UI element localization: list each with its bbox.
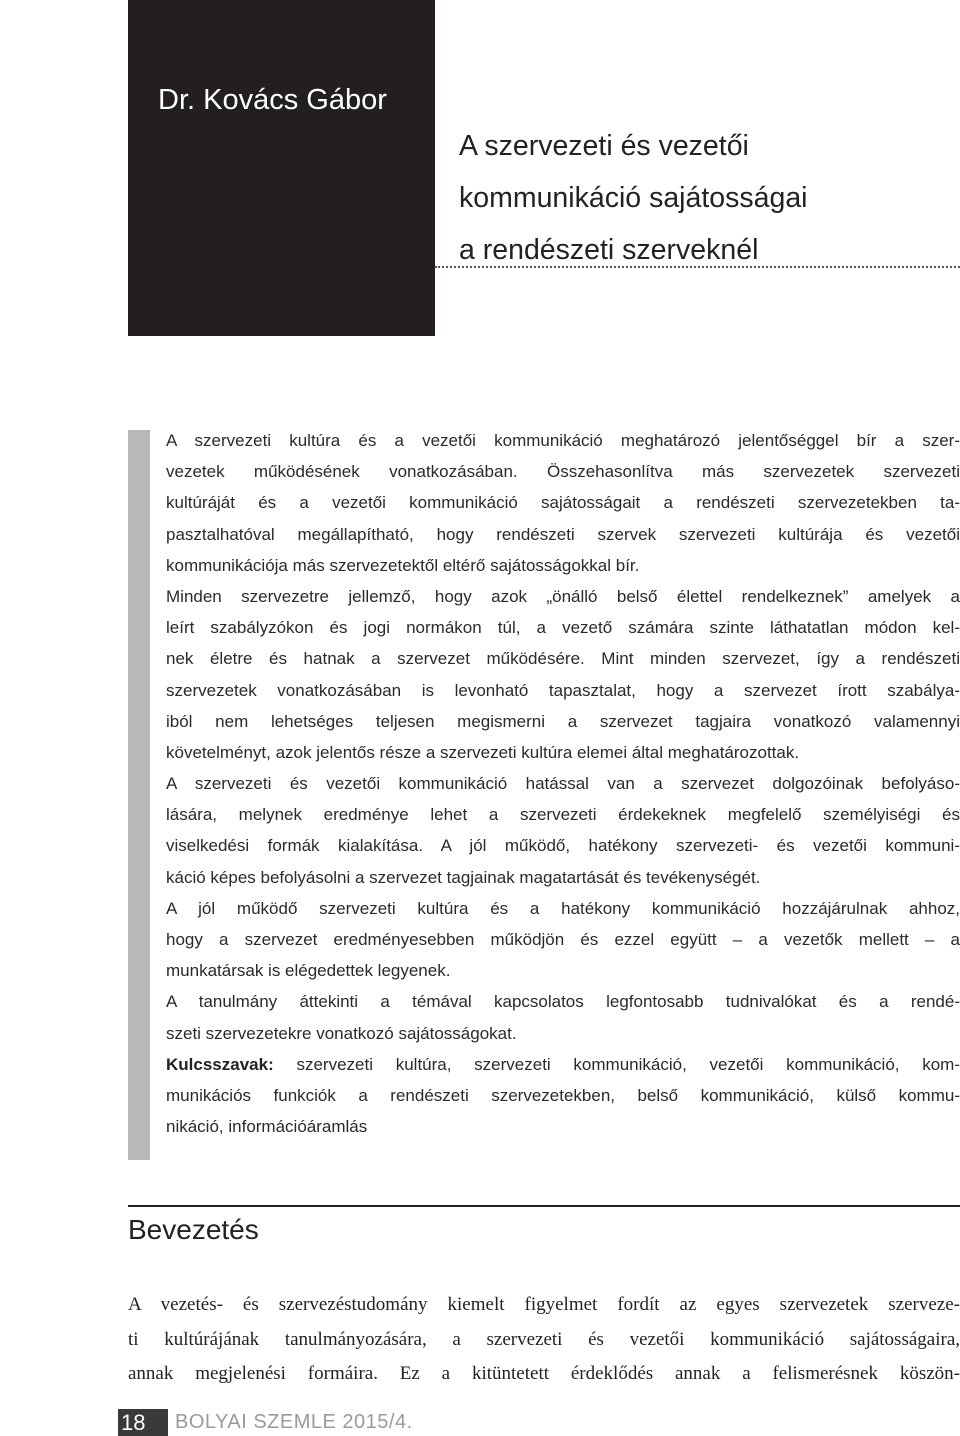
abstract-line: kommunikációja más szervezetektől eltérő sajátosságokkal bír. — [166, 555, 640, 575]
keywords-line: munikációs funkciók a rendészeti szervezetekben, belső kommunikáció, külső kommu- — [166, 1085, 960, 1105]
abstract-side-bar — [128, 430, 150, 1160]
abstract-line: pasztalhatóval megállapítható, hogy rendészeti szervek szervezeti kultúrája és vezetői — [166, 524, 960, 544]
title-line: a rendészeti szerveknél — [459, 234, 759, 266]
page-number: 18 — [121, 1410, 146, 1435]
journal-name: BOLYAI SZEMLE 2015/4. — [175, 1411, 413, 1433]
abstract-line: vezetek működésének vonatkozásában. Összehasonlítva más szervezetek szervezeti — [166, 462, 960, 482]
abstract-line: kultúráját és a vezetői kommunikáció sajátosságait a rendészeti szervezetekben ta- — [166, 493, 960, 513]
title-dotted-rule — [435, 266, 960, 268]
body-line: ti kultúrájának tanulmányozására, a szervezeti és vezetői kommunikáció sajátosságaira, — [128, 1328, 960, 1350]
abstract-line: leírt szabályzókon és jogi normákon túl, a vezető számára szinte láthatatlan módon kel- — [166, 618, 960, 638]
section-rule — [128, 1205, 960, 1207]
abstract-line: A jól működő szervezeti kultúra és a hatékony kommunikáció hozzájárulnak ahhoz, — [166, 898, 960, 918]
body-line: annak megjelenési formáira. Ez a kitüntetett érdeklődés annak a felismerésnek köszön- — [128, 1363, 960, 1385]
keywords-label: Kulcsszavak: — [166, 1054, 274, 1074]
abstract-line: szervezetek vonatkozásában is levonható tapasztalat, hogy a szervezet írott szabálya- — [166, 680, 960, 700]
abstract-line: munkatársak is elégedettek legyenek. — [166, 961, 451, 981]
abstract-line: káció képes befolyásolni a szervezet tagjainak magatartását és tevékenységét. — [166, 867, 761, 887]
abstract-line: követelményt, azok jelentős része a szervezeti kultúra elemei által meghatározottak. — [166, 742, 800, 762]
title-line: kommunikáció sajátosságai — [459, 182, 808, 214]
keywords-line: nikáció, információáramlás — [166, 1117, 368, 1137]
abstract-line: iból nem lehetséges teljesen megismerni a szervezet tagjaira vonatkozó valamennyi — [166, 711, 960, 731]
abstract-line: viselkedési formák kialakítása. A jól működő, hatékony szervezeti- és vezetői kommuni- — [166, 836, 960, 856]
body-paragraph — [128, 1288, 960, 1392]
header-dark-block — [128, 0, 435, 336]
abstract-line: nek életre és hatnak a szervezet működésére. Mint minden szervezet, így a rendészeti — [166, 649, 960, 669]
abstract-line: szeti szervezetekre vonatkozó sajátosságokat. — [166, 1023, 517, 1043]
title-line: A szervezeti és vezetői — [459, 130, 749, 162]
section-heading: Bevezetés — [128, 1214, 259, 1245]
keywords-line — [166, 1049, 960, 1080]
abstract-line: A szervezeti kultúra és a vezetői kommunikáció meghatározó jelentőséggel bír a szer- — [166, 431, 960, 450]
abstract-line: Minden szervezetre jellemző, hogy azok „önálló belső élettel rendelkeznek” amelyek a — [166, 586, 960, 606]
article-title — [459, 120, 808, 276]
abstract — [166, 425, 960, 1142]
abstract-line: lására, melynek eredménye lehet a szervezeti érdekeknek megfelelő személyiségi és — [166, 805, 960, 825]
abstract-line: hogy a szervezet eredményesebben működjön és ezzel együtt – a vezetők mellett – a — [166, 930, 960, 949]
abstract-line: A szervezeti és vezetői kommunikáció hatással van a szervezet dolgozóinak befolyáso- — [166, 774, 960, 794]
body-line: A vezetés- és szervezéstudomány kiemelt figyelmet fordít az egyes szervezetek szerveze- — [128, 1294, 960, 1315]
abstract-line: A tanulmány áttekinti a témával kapcsolatos legfontosabb tudnivalókat és a rendé- — [166, 992, 960, 1012]
page-footer — [0, 1409, 960, 1436]
author-name: Dr. Kovács Gábor — [158, 84, 387, 116]
keywords-text: szervezeti kultúra, szervezeti kommunikáció, vezetői kommunikáció, kom- — [273, 1054, 960, 1074]
